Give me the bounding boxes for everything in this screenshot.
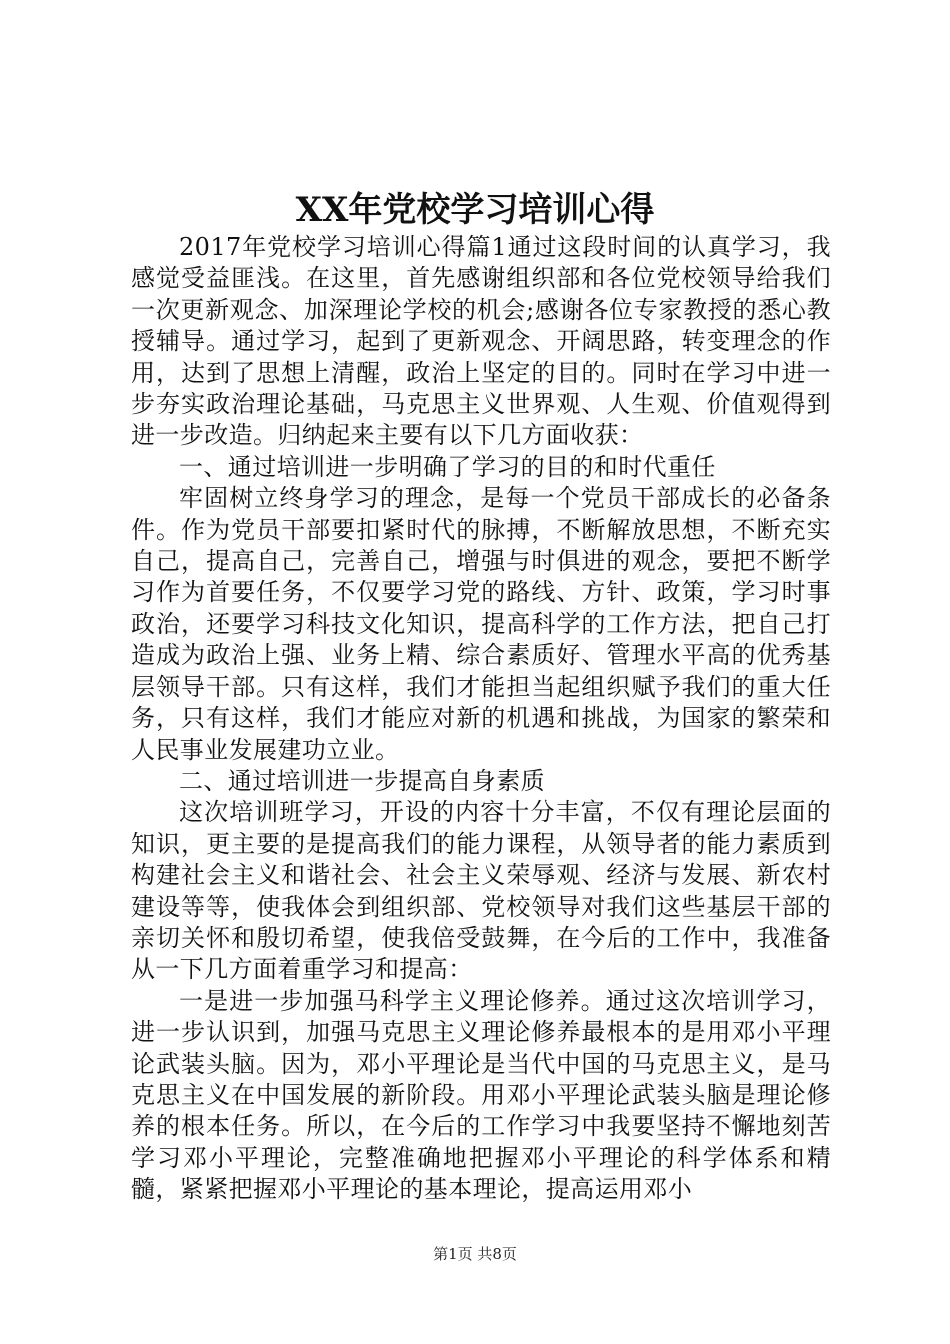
- paragraph-section-1: 牢固树立终身学习的理念，是每一个党员干部成长的必备条件。作为党员干部要扣紧时代的脉搏，不断解放思想，不断充实自己，提高自己，完善自己，增强与时俱进的观念，要把不断学习作为首要任务，不仅要学习党的路线、方针、政策，学习时事政治，还要学习科技文化知识，提高科学的工作方法，把自己打造成为政治上强、业务上精、综合素质好、管理水平高的优秀基层领导干部。只有这样，我们才能担当起组织赋予我们的重大任务，只有这样，我们才能应对新的机遇和挑战，为国家的繁荣和人民事业发展建功立业。: [131, 484, 831, 764]
- paragraph-point-1: 一是进一步加强马科学主义理论修养。通过这次培训学习，进一步认识到，加强马克思主义理论修养最根本的是用邓小平理论武装头脑。因为，邓小平理论是当代中国的马克思主义，是马克思主义在中国发展的新阶段。用邓小平理论武装头脑是理论修养的根本任务。所以，在今后的工作学习中我要坚持不懈地刻苦学习邓小平理论，完整准确地把握邓小平理论的科学体系和精髓，紧紧把握邓小平理论的基本理论，提高运用邓小: [131, 986, 831, 1204]
- document-body: [131, 232, 831, 1206]
- paragraph-intro: 2017年党校学习培训心得篇1通过这段时间的认真学习，我感觉受益匪浅。在这里，首先感谢组织部和各位党校领导给我们一次更新观念、加深理论学校的机会;感谢各位专家教授的悉心教授辅导。通过学习，起到了更新观念、开阔思路，转变理念的作用，达到了思想上清醒，政治上坚定的目的。同时在学习中进一步夯实政治理论基础，马克思主义世界观、人生观、价值观得到进一步改造。归纳起来主要有以下几方面收获：: [131, 233, 831, 450]
- paragraph-section-2: 这次培训班学习，开设的内容十分丰富，不仅有理论层面的知识，更主要的是提高我们的能力课程，从领导者的能力素质到构建社会主义和谐社会、社会主义荣辱观、经济与发展、新农村建设等等，使我体会到组织部、党校领导对我们这些基层干部的亲切关怀和殷切希望，使我倍受鼓舞，在今后的工作中，我准备从一下几方面着重学习和提高：: [131, 798, 831, 984]
- section-heading-1: 一、通过培训进一步明确了学习的目的和时代重任: [179, 452, 716, 481]
- page-number-footer: 第1页 共8页: [433, 1245, 517, 1263]
- section-heading-2: 二、通过培训进一步提高自身素质: [179, 766, 545, 795]
- page-title: XX年党校学习培训心得: [295, 190, 655, 230]
